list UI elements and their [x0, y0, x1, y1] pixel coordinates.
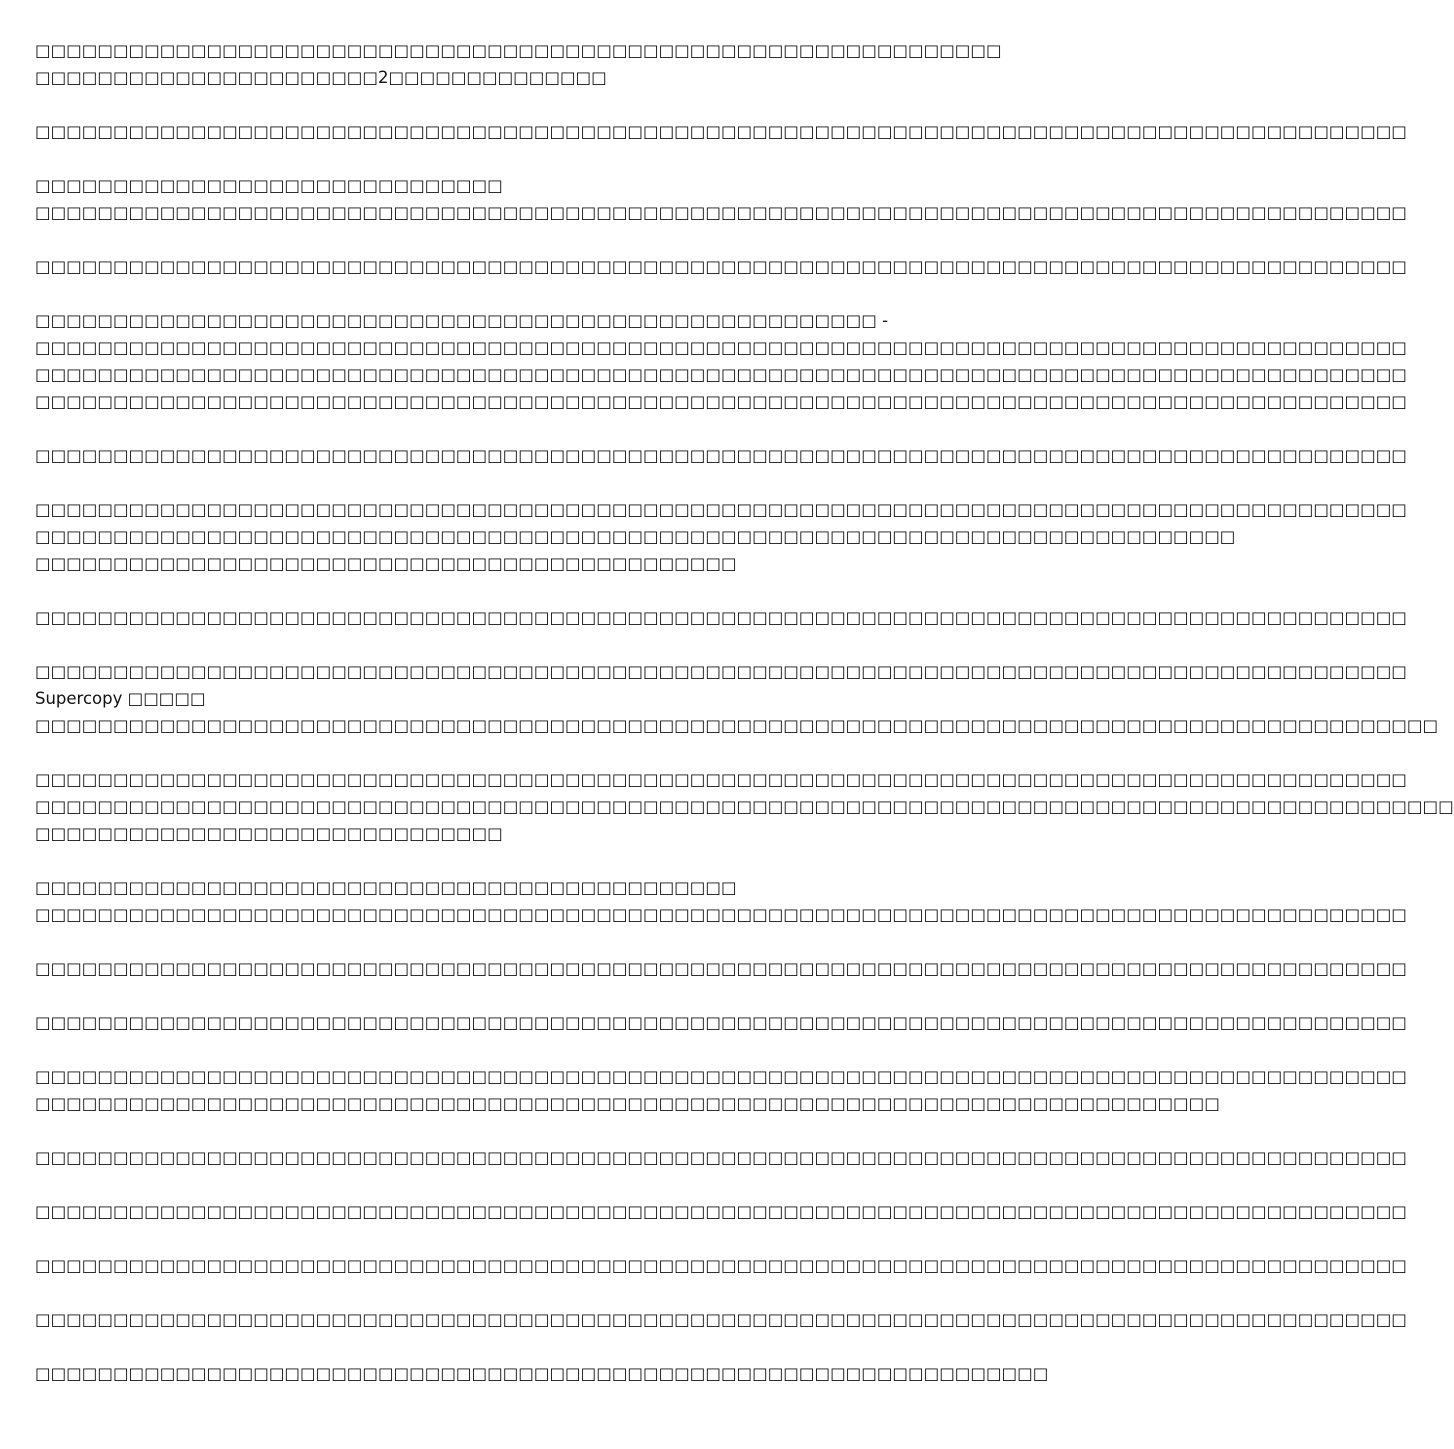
- paragraph-7: [35, 496, 1407, 577]
- paragraph-10: [35, 766, 1454, 847]
- paragraph-12: [35, 955, 1407, 982]
- text-line: □□□□□□□□□□□□□□□□□□□□□□□□□□□□□□□□□□□□□□□□□□□□□□□□□□□□□□□□□□□□□□□□□□□□□□□□□□□□□□□□□□□□□□□□: [35, 1310, 1407, 1329]
- paragraph-1: [35, 37, 1002, 91]
- paragraph-3: [35, 172, 1407, 226]
- text-line: □□□□□□□□□□□□□□□□□□□□□□□□□□□□□□□□□□□□□□□□□□□□□□□□□□□□□□□□□□□□□□□□□□□□□□□□□□□□□□□□□□□□□□□□: [35, 959, 1407, 978]
- text-line: □□□□□□□□□□□□□□□□□□□□□□□□□□□□□□□□□□□□□□□□□□□□□□□□□□□□□□□□□□□□□□□□□□□□□□□□□□□□□□□□□□□□□□□□: [35, 608, 1407, 627]
- paragraph-13: [35, 1009, 1407, 1036]
- text-line: □□□□□□□□□□□□□□□□□□□□□□□□□□□□□□□□□□□□□□□□□□□□□□□□□□□□□□□□□□□□□□□□□□□□□□□□□□□□□□□□□□□□□□□□: [35, 905, 1407, 924]
- text-line: □□□□□□□□□□□□□□□□□□□□□□□□□□□□□□□□□□□□□□□□□□□□□□□□□□□□□□□□□□□□□□□□□□□□□□□□□□□□□□□□□□□□□□□□: [35, 1067, 1407, 1086]
- text-line: □□□□□□□□□□□□□□□□□□□□□□□□□□□□□□□□□□□□□□□□□□□□□□□□□□□□□□□□□□□□□□□□□□□□□□□□□□□□□□□□□□□□□□□□: [35, 1013, 1407, 1032]
- text-line: □□□□□□□□□□□□□□□□□□□□□□□□□□□□□□□□□□□□□□□□□□□□□□□□□□□□□□□□□□□□□□□□□□□□□□□□□□□□□□□□□□□□□□□□: [35, 338, 1407, 357]
- paragraph-5: [35, 307, 1407, 415]
- text-line: □□□□□□□□□□□□□□□□□□□□□□□□□□□□□□: [35, 176, 503, 195]
- text-line: □□□□□□□□□□□□□□□□□□□□□□□□□□□□□□□□□□□□□□□□□□□□□□□□□□□□□□□□□□□□□□□□□□□□□□□□□□□□□□□□□□□□□□□□: [35, 770, 1407, 789]
- text-line: □□□□□□□□□□□□□□□□□□□□□□□□□□□□□□□□□□□□□□□□□□□□□□□□□□□□□□□□□□□□□□□□□□□□□□□□□□□□□□□□□□□□□□□□: [35, 446, 1407, 465]
- document-body: [35, 37, 1454, 1414]
- text-line: □□□□□□□□□□□□□□□□□□□□□□□□□□□□□□□□□□□□□□□□□□□□□□□□□□□□□□□□□□□□□□□□□□□□□□□□□□□□□□□□□□□□□□□□□□□: [35, 797, 1454, 816]
- text-line: □□□□□□□□□□□□□□□□□□□□□□□□□□□□□□□□□□□□□□□□□□□□□□□□□□□□□□□□□□□□□□□□□□□□□□□□□□□□□□□□□□□□□□□□: [35, 203, 1407, 222]
- paragraph-18: [35, 1306, 1407, 1333]
- text-line: □□□□□□□□□□□□□□□□□□□□□□□□□□□□□□□□□□□□□□□□□□□□□□□□□□□□□□□□□□□□□□□□□□□□□□□□□□□□□□□□□□□□□□□□: [35, 257, 1407, 276]
- paragraph-11: [35, 874, 1407, 928]
- text-line: □□□□□□□□□□□□□□□□□□□□□□□□□□□□□□□□□□□□□□□□□□□□□: [35, 554, 737, 573]
- text-line: □□□□□□□□□□□□□□□□□□□□□□□□□□□□□□□□□□□□□□□□□□□□□□□□□□□□□□□□□□□□□□□□□□□□□□□□□□□□□□□□□□□□□□□□□□: [35, 716, 1439, 735]
- paragraph-17: [35, 1252, 1407, 1279]
- paragraph-15: [35, 1144, 1407, 1171]
- text-line: □□□□□□□□□□□□□□□□□□□□□□□□□□□□□□□□□□□□□□□□□□□□□□□□□□□□□□□□□□□□□□: [35, 41, 1002, 60]
- text-line: □□□□□□□□□□□□□□□□□□□□□□□□□□□□□□: [35, 824, 503, 843]
- paragraph-19: [35, 1360, 1049, 1387]
- text-line: □□□□□□□□□□□□□□□□□□□□□□□□□□□□□□□□□□□□□□□□□□□□□□□□□□□□□□□□□□□□□□□□□□□□□□□□□□□□□□□□□□□□□□□□: [35, 365, 1407, 384]
- paragraph-14: [35, 1063, 1407, 1117]
- text-line: □□□□□□□□□□□□□□□□□□□□□□□□□□□□□□□□□□□□□□□□□□□□□□□□□□□□□□□□□□□□□□□□□□□□□□□□□□□□□□□□□□□□□□□□: [35, 392, 1407, 411]
- text-line: □□□□□□□□□□□□□□□□□□□□□□2□□□□□□□□□□□□□□: [35, 68, 607, 87]
- text-line: □□□□□□□□□□□□□□□□□□□□□□□□□□□□□□□□□□□□□□□□□□□□□□□□□□□□□□□□□□□□□□□□□□□□□□□□□□□□□□□□□□□□□□□□: [35, 500, 1407, 519]
- text-line: □□□□□□□□□□□□□□□□□□□□□□□□□□□□□□□□□□□□□□□□□□□□□□□□□□□□□□□□□□□□□□□□□□□□□□□□□□□□□□□□□□□□□□□□: [35, 1202, 1407, 1221]
- paragraph-6: [35, 442, 1407, 469]
- paragraph-9: [35, 658, 1439, 739]
- text-line: □□□□□□□□□□□□□□□□□□□□□□□□□□□□□□□□□□□□□□□□□□□□□□□□□□□□□□ -: [35, 311, 889, 330]
- paragraph-2: [35, 118, 1407, 145]
- text-line: □□□□□□□□□□□□□□□□□□□□□□□□□□□□□□□□□□□□□□□□□□□□□□□□□□□□□□□□□□□□□□□□□□□□□□□□□□□□□□□□□□□□□□□□: [35, 122, 1407, 141]
- paragraph-8: [35, 604, 1407, 631]
- paragraph-16: [35, 1198, 1407, 1225]
- text-line: Supercopy □□□□□: [35, 689, 206, 708]
- text-line: □□□□□□□□□□□□□□□□□□□□□□□□□□□□□□□□□□□□□□□□□□□□□□□□□□□□□□□□□□□□□□□□□□□□□□□□□□□□□□□□□□□□□□□□: [35, 1148, 1407, 1167]
- paragraph-4: [35, 253, 1407, 280]
- text-line: □□□□□□□□□□□□□□□□□□□□□□□□□□□□□□□□□□□□□□□□□□□□□□□□□□□□□□□□□□□□□□□□□: [35, 1364, 1049, 1383]
- text-line: □□□□□□□□□□□□□□□□□□□□□□□□□□□□□□□□□□□□□□□□□□□□□: [35, 878, 737, 897]
- text-line: □□□□□□□□□□□□□□□□□□□□□□□□□□□□□□□□□□□□□□□□□□□□□□□□□□□□□□□□□□□□□□□□□□□□□□□□□□□□: [35, 1094, 1220, 1113]
- text-line: □□□□□□□□□□□□□□□□□□□□□□□□□□□□□□□□□□□□□□□□□□□□□□□□□□□□□□□□□□□□□□□□□□□□□□□□□□□□□□□□□□□□□□□□: [35, 662, 1407, 681]
- text-line: □□□□□□□□□□□□□□□□□□□□□□□□□□□□□□□□□□□□□□□□□□□□□□□□□□□□□□□□□□□□□□□□□□□□□□□□□□□□□: [35, 527, 1236, 546]
- text-line: □□□□□□□□□□□□□□□□□□□□□□□□□□□□□□□□□□□□□□□□□□□□□□□□□□□□□□□□□□□□□□□□□□□□□□□□□□□□□□□□□□□□□□□□: [35, 1256, 1407, 1275]
